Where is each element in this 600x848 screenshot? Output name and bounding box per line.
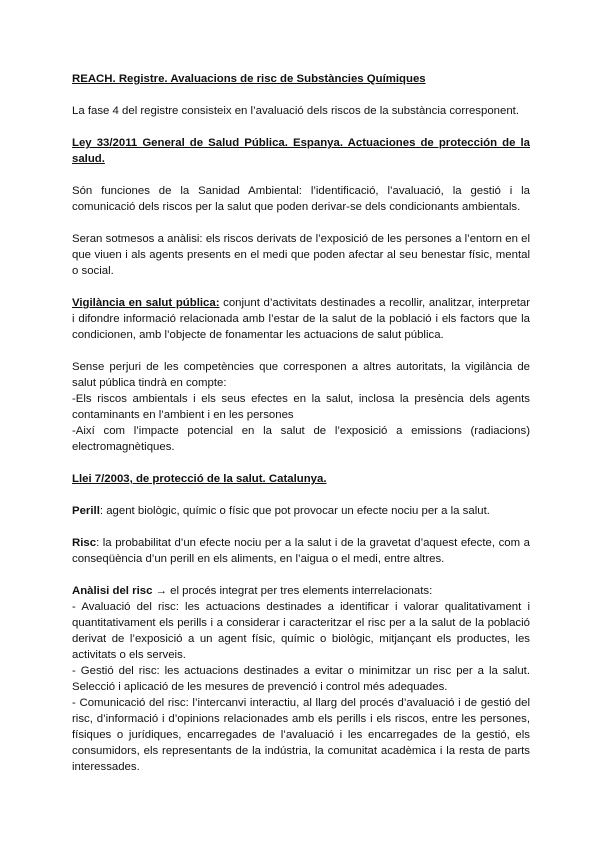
risc-definition: [72, 535, 530, 567]
analisi-paragraph: Seran sotmesos a anàlisi: els riscos derivats de l’exposició de les persones a l’entorn en el que viuen i als agents presents en el medi que poden afectar al seu benestar físic, mental o social.: [72, 233, 530, 277]
vigilancia-text: conjunt d’activitats destinades a recollir, analitzar, interpretar i difondre informació relacionada amb l’estar de la salut de la població i els factors que la condicionen, amb l’objecte de fonamentar les actuacions de salut pública.: [72, 297, 530, 341]
analisi-risc-text: → el procés integrat per tres elements interrelacionats:: [152, 585, 433, 597]
vigilancia-label: Vigilància en salut pública:: [72, 297, 220, 309]
list-item: -Així com l’impacte potencial en la salut de l’exposició a emissions (radiacions) electromagnètiques.: [72, 425, 530, 453]
document-body: [72, 71, 530, 775]
list-item: - Gestió del risc: les actuacions destinades a evitar o minimitzar un risc per a la salut. Selecció i aplicació de les mesures de prevenció i control més adequades.: [72, 665, 530, 693]
reach-paragraph: La fase 4 del registre consisteix en l’avaluació dels riscos de la substància corresponent.: [72, 105, 520, 117]
analisi-risc-definition: [72, 583, 530, 599]
list-item: - Avaluació del risc: les actuacions destinades a identificar i valorar qualitativament i quantitativament els perills i a considerar i caracteritzar el risc per a la salut de la població derivat de l’exposició a un agent físic, químic o biològic, mitjançant els productes, les activitats o els serveis.: [72, 601, 530, 661]
risc-label: Risc: [72, 537, 97, 549]
section-heading-reach: REACH. Registre. Avaluacions de risc de Substàncies Químiques: [72, 73, 426, 85]
section-heading-llei-7-2003: Llei 7/2003, de protecció de la salut. Catalunya.: [72, 473, 327, 485]
analisi-risc-label: Anàlisi del risc: [72, 585, 153, 597]
risc-text: : la probabilitat d’un efecte nociu per a la salut i de la gravetat d’aquest efecte, com a conseqüència d’un perill en els aliments, en l’aigua o el medi, entre altres.: [72, 537, 530, 565]
perill-text: : agent biològic, químic o físic que pot provocar un efecte nociu per a la salut.: [99, 505, 490, 517]
list-item: - Comunicació del risc: l’intercanvi interactiu, al llarg del procés d’avaluació i de gestió del risc, d’informació i d’opinions relacionades amb els perills i els riscos, entre les persones, físiques o jurídiques, encarregades de l’avaluació i les encarregades de la gestió, els consumidors, els representants de la indústria, la comunitat acadèmica i la resta de parts interessades.: [72, 697, 530, 773]
section-heading-ley-33-2011: Ley 33/2011 General de Salud Pública. Espanya. Actuaciones de protección de la salud.: [72, 137, 530, 165]
vigilancia-paragraph: [72, 295, 530, 343]
perill-definition: [72, 503, 530, 519]
list-item: -Els riscos ambientals i els seus efectes en la salut, inclosa la presència dels agents contaminants en l’ambient i en les persones: [72, 393, 530, 421]
competencies-paragraph: Sense perjuri de les competències que corresponen a altres autoritats, la vigilància de salut pública tindrà en compte:: [72, 361, 530, 389]
perill-label: Perill: [72, 505, 100, 517]
sanidad-ambiental-paragraph: Són funciones de la Sanidad Ambiental: l’identificació, l’avaluació, la gestió i la comunicació dels riscos per la salut que poden derivar-se dels condicionants ambientals.: [72, 185, 530, 213]
